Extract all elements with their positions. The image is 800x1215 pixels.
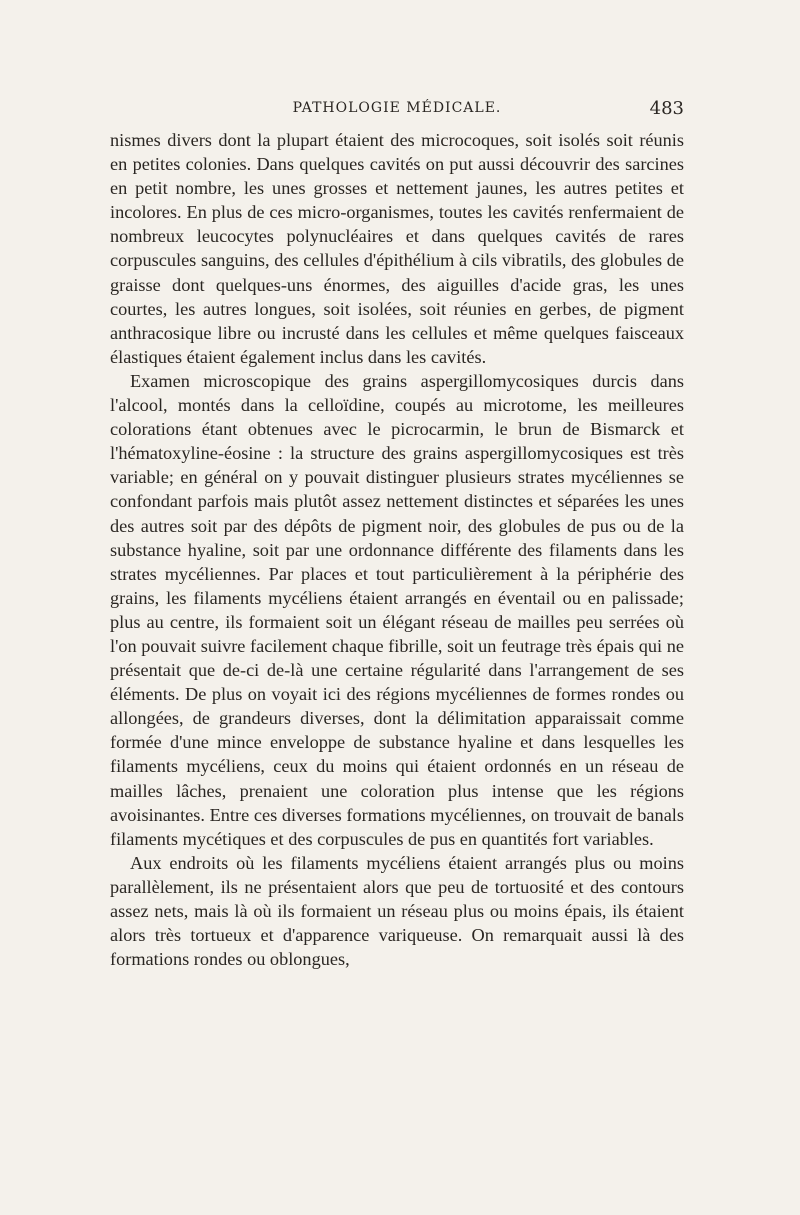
paragraph-2: Examen microscopique des grains aspergillomycosiques durcis dans l'alcool, montés dans la celloïdine, coupés au microtome, les meilleures colorations étant obtenues avec le picrocarmin, le brun de Bismarck et l'hématoxyline-éosine : la structure des grains aspergillomycosiques est très variable; en général on y pouvait distinguer plusieurs strates mycéliennes se confondant parfois mais plutôt assez nettement distinctes et séparées les unes des autres soit par des dépôts de pigment noir, des globules de pus ou de la substance hyaline, soit par une ordonnance différente des filaments dans les strates mycéliennes. Par places et tout particulièrement à la périphérie des grains, les filaments mycéliens étaient arrangés en éventail ou en palissade; plus au centre, ils formaient soit un élégant réseau de mailles peu serrées où l'on pouvait suivre facilement chaque fibrille, soit un feutrage très épais qui ne présentait que de-ci de-là une certaine régularité dans l'arrangement de ses éléments. De plus on voyait ici des régions mycéliennes de formes rondes ou allongées, de grandeurs diverses, dont la délimitation apparaissait comme formée d'une mince enveloppe de substance hyaline et dans lesquelles les filaments mycéliens, ceux du moins qui étaient ordonnés en un réseau de mailles lâches, prenaient une coloration plus intense que les régions avoisinantes. Entre ces diverses formations mycéliennes, on trouvait de banals filaments mycétiques et des corpuscules de pus en quantités fort variables. xyxy=(110,370,684,849)
paragraph-1: nismes divers dont la plupart étaient des microcoques, soit isolés soit réunis en petites colonies. Dans quelques cavités on put aussi découvrir des sarcines en petit nombre, les unes grosses et nettement jaunes, les autres petites et incolores. En plus de ces micro-organismes, toutes les cavités renfermaient de nombreux leucocytes polynucléaires et dans quelques cavités de rares corpuscules sanguins, des cellules d'épithélium à cils vibratils, des globules de graisse dont quelques-uns énormes, des aiguilles d'acide gras, les unes courtes, les autres longues, soit isolées, soit réunies en gerbes, de pigment anthracosique libre ou incrusté dans les cellules et même quelques faisceaux élastiques étaient également inclus dans les cavités. xyxy=(110,130,684,367)
running-title: PATHOLOGIE MÉDICALE. xyxy=(292,100,502,116)
paragraph-3: Aux endroits où les filaments mycéliens étaient arrangés plus ou moins parallèlement, ils ne présentaient alors que peu de tortuosité et des contours assez nets, mais là où ils formaient un réseau plus ou moins épais, ils étaient alors très tortueux et d'apparence variqueuse. On remarquait aussi là des formations rondes ou oblongues, xyxy=(110,852,684,970)
page-number: 483 xyxy=(649,98,684,119)
body-text xyxy=(110,128,684,971)
running-head xyxy=(110,98,684,122)
